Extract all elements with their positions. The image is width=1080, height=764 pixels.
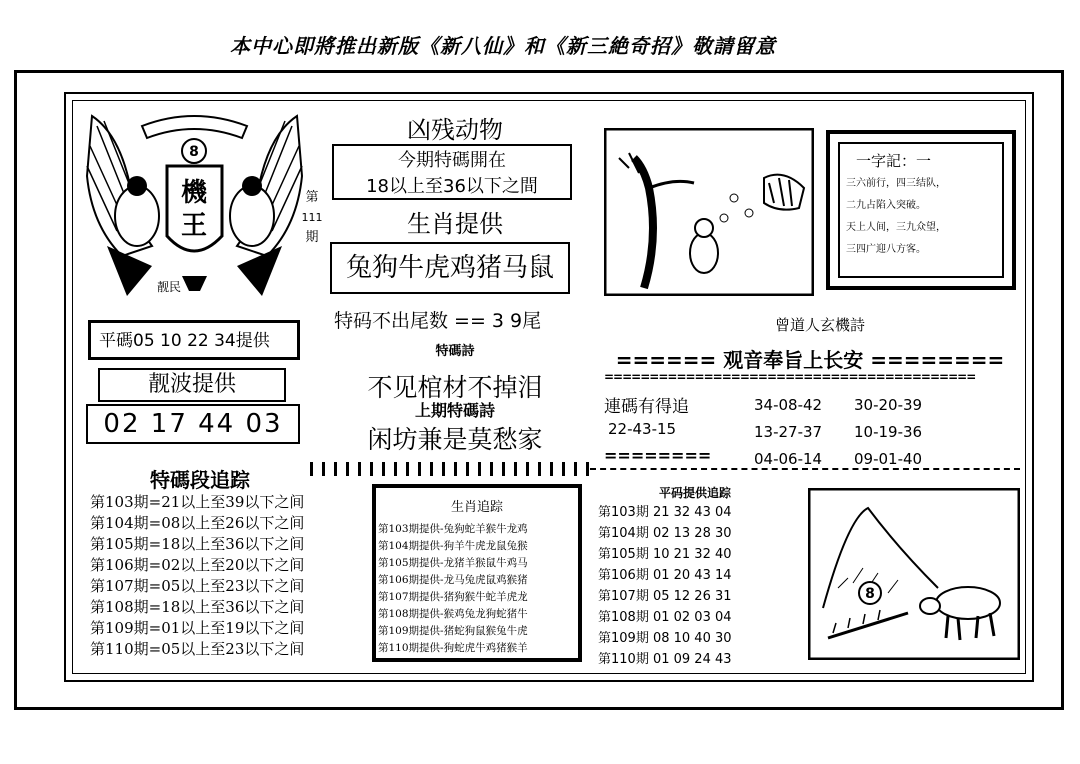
pm-row: 第110期 01 09 24 43 <box>598 652 732 667</box>
poem-mid-title: 上期特碼詩 <box>414 401 495 420</box>
duan-list <box>90 492 330 660</box>
zodiac-box: 兔狗牛虎鸡猪马鼠 <box>330 242 570 294</box>
center-heading-1: 凶残动物 <box>407 116 503 144</box>
liang-bo-numbers: 02 17 44 03 <box>86 404 300 444</box>
duan-row: 第110期=05以上至23以下之间 <box>90 640 305 658</box>
yizi-line: 天上人间，三九众望， <box>846 222 946 233</box>
yizi-lines <box>840 173 1002 261</box>
winged-emblem-logo <box>82 106 307 301</box>
pair-cell: 34-08-42 <box>754 396 823 414</box>
pm-row: 第106期 01 20 43 14 <box>598 568 732 583</box>
center-heading-2: 生肖提供 <box>407 210 503 238</box>
poem-right-pairs <box>754 392 954 473</box>
pm-row: 第105期 10 21 32 40 <box>598 547 732 562</box>
pm-row: 第107期 05 12 26 31 <box>598 589 732 604</box>
sx-box <box>372 484 582 662</box>
range-line-1: 今期特碼開在 <box>398 150 506 171</box>
issue-value: 111 <box>301 211 323 224</box>
poem-right-title: 曾道人玄機詩 <box>774 316 865 334</box>
duan-row: 第105期=18以上至36以下之间 <box>90 535 305 553</box>
poem-right-left-sep: ======== <box>604 446 712 465</box>
poem-right-left-extra: 22-43-15 <box>608 420 677 438</box>
poem-right-label: 連碼有得追 <box>604 397 689 417</box>
sx-row: 第103期提供-兔狗蛇羊猴牛龙鸡 <box>378 523 528 535</box>
pair-cell: 30-20-39 <box>854 396 923 414</box>
sheep-illustration <box>808 488 1020 660</box>
sx-row: 第110期提供-狗蛇虎牛鸡猪猴羊 <box>378 642 528 654</box>
duan-row: 第107期=05以上至23以下之间 <box>90 577 305 595</box>
poem-line-1: 不见棺材不掉泪 <box>367 373 543 402</box>
pm-row: 第103期 21 32 43 04 <box>598 505 732 520</box>
logo-char-bottom: 王 <box>180 211 208 241</box>
logo-caption: 靓民 <box>157 280 182 294</box>
poem-small-title: 特碼詩 <box>435 344 475 359</box>
yizi-line: 二九占陷入突破。 <box>846 200 926 211</box>
sx-row: 第108期提供-猴鸡兔龙狗蛇猪牛 <box>378 608 528 620</box>
pair-cell: 10-19-36 <box>854 423 923 441</box>
pm-row: 第109期 08 10 40 30 <box>598 631 732 646</box>
duan-row: 第104期=08以上至26以下之间 <box>90 514 305 532</box>
pm-list <box>598 502 798 670</box>
pair-cell: 04-06-14 <box>754 450 823 468</box>
liang-bo-title: 靓波提供 <box>98 368 286 402</box>
sheep-ball-number: 8 <box>865 586 875 602</box>
decorative-divider <box>310 462 590 476</box>
poem-right-separator: ========================================= <box>604 370 976 384</box>
yizi-line: 三四广迎八方客。 <box>846 244 926 255</box>
duan-row: 第106期=02以上至20以下之间 <box>90 556 305 574</box>
sx-row: 第107期提供-猪狗猴牛蛇羊虎龙 <box>378 591 528 603</box>
yizi-line: 三六前行，四三结队， <box>846 178 946 189</box>
sx-row: 第104期提供-狗羊牛虎龙鼠兔猴 <box>378 540 528 552</box>
yizi-title: 一字記：一 <box>856 152 932 170</box>
poem-right-main: ====== 观音奉旨上长安 ======== <box>615 348 1005 372</box>
tail-line: 特码不出尾数 == 3 9尾 <box>334 310 542 332</box>
yizi-box <box>826 130 1016 290</box>
sx-row: 第106期提供-龙马兔虎鼠鸡猴猪 <box>378 574 528 586</box>
logo-char-top: 機 <box>180 178 208 208</box>
duan-row: 第108期=18以上至36以下之间 <box>90 598 305 616</box>
sx-row: 第105期提供-龙猪羊猴鼠牛鸡马 <box>378 557 528 569</box>
pair-cell: 09-01-40 <box>854 450 923 468</box>
duan-row: 第109期=01以上至19以下之间 <box>90 619 305 637</box>
issue-prefix: 第 <box>305 190 319 205</box>
tiger-monkey-illustration <box>604 128 814 296</box>
range-box <box>332 144 572 200</box>
sx-list <box>376 521 578 657</box>
pair-cell: 13-27-37 <box>754 423 823 441</box>
sx-row: 第109期提供-猪蛇狗鼠猴兔牛虎 <box>378 625 528 637</box>
logo-ball-number: 8 <box>189 144 199 160</box>
yizi-inner <box>838 142 1004 278</box>
duan-title: 特碼段追踪 <box>150 468 250 492</box>
pm-row: 第108期 01 02 03 04 <box>598 610 732 625</box>
poem-line-2: 闲坊兼是莫愁家 <box>367 425 543 454</box>
range-line-2: 18以上至36以下之間 <box>366 176 538 197</box>
pm-row: 第104期 02 13 28 30 <box>598 526 732 541</box>
sx-title: 生肖追踪 <box>450 500 503 515</box>
ping-ma-box: 平碼05 10 22 34提供 <box>88 320 300 360</box>
top-banner: 本中心即將推出新版《新八仙》和《新三絶奇招》敬請留意 <box>230 34 776 58</box>
duan-row: 第103期=21以上至39以下之间 <box>90 493 305 511</box>
issue-suffix: 期 <box>305 230 319 245</box>
pm-title: 平码提供追踪 <box>658 486 731 500</box>
issue-number <box>300 188 324 248</box>
